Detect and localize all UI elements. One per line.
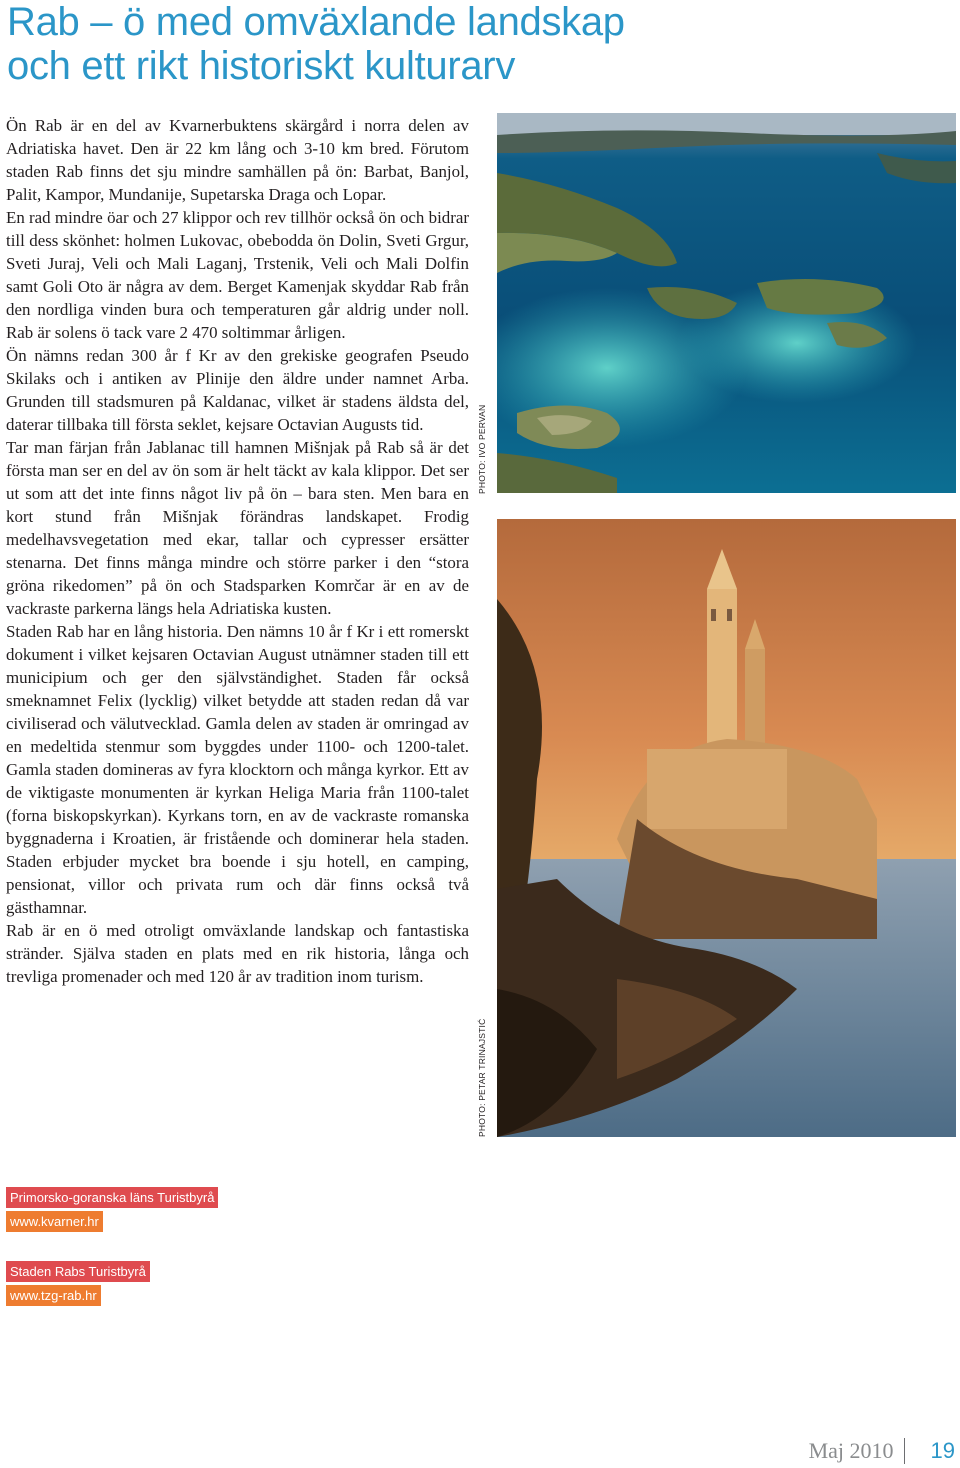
page-number: 19 (930, 1438, 955, 1463)
rab-towers-photo (497, 519, 956, 1137)
page-footer (809, 1434, 955, 1468)
tourist-office-town-link[interactable]: www.tzg-rab.hr (6, 1285, 101, 1306)
paragraph-history: Ön nämns redan 300 år f Kr av den grekiske geografen Pseudo Skilaks och i antiken av Plinije den äldre under namnet Arba. Grunden till stadsmuren på Kaldanac, vilket är stadens äldsta del, daterar tillbaka till första seklet, kejsare Octavian Augusts tid. (6, 346, 469, 434)
tourist-office-county-link[interactable]: www.kvarner.hr (6, 1211, 103, 1232)
paragraph-intro: Ön Rab är en del av Kvarnerbuktens skärgård i norra delen av Adriatiska havet. Den är 22 km lång och 3-10 km bred. Förutom staden Rab finns det sju mindre samhällen på ön: Barbat, Banjol, Palit, Kampor, Mundanije, Supetarska Draga och Lopar. (6, 116, 469, 204)
paragraph-town: Staden Rab har en lång historia. Den nämns 10 år f Kr i ett romerskt dokument i vilket kejsaren Octavian August utnämner staden till ett municipium och ger den självständighet. Staden får också smeknamnet Felix (lycklig) vilket betydde att staden redan då var civiliserad och välutvecklad. Gamla delen av staden är omringad av en medeltida stenmur som byggdes under 1100- och 1200-talet. Gamla staden domineras av fyra klocktorn och många kyrkor. Ett av de viktigaste monumenten är kyrkan Heliga Maria från 1100-talet (forna biskopskyrkan). Kyrkans torn, en av de vackraste romanska byggnaderna i Kroatien, är fristående och dominerar hela staden. Staden erbjuder mycket bra boende i sju hotell, en camping, pensionat, villor och privata rum och där finns också två gästhamnar. (6, 622, 469, 917)
footer-divider (904, 1438, 905, 1464)
paragraph-summary: Rab är en ö med otroligt omväxlande landskap och fantastiska stränder. Själva staden en plats med en rik historia, långa och trevliga promenader och med 120 år av tradition inom turism. (6, 921, 469, 986)
title-line-1: Rab – ö med omväxlande landskap (7, 0, 625, 44)
tourist-office-county-name: Primorsko-goranska läns Turistbyrå (6, 1187, 218, 1208)
aerial-islands-photo (497, 113, 956, 493)
paragraph-islands: En rad mindre öar och 27 klippor och rev tillhör också ön och bidrar till dess skönhet: holmen Lukovac, obebodda ön Dolin, Sveti Grgur, Sveti Juraj, Veli och Mali Laganj, Trstenik, Veli och Mali Dolfin samt Goli Oto är några av dem. Berget Kamenjak skyddar Rab från den nordliga vinden bura och temperaturen går aldrig under noll. Rab är solens ö tack vare 2 470 soltimmar årligen. (6, 208, 469, 342)
article-title (7, 0, 625, 88)
title-line-2: och ett rikt historiskt kulturarv (7, 44, 516, 88)
issue-date: Maj 2010 (808, 1438, 894, 1463)
paragraph-landscape: Tar man färjan från Jablanac till hamnen Mišnjak på Rab så är det första man ser en del av ön som är helt täckt av kala klippor. Det ser ut som att det inte finns något liv på ön – bara sten. Men bara en kort stund från Mišnjak förändras landskapet. Frodig medelhavsvegetation med ekar, tallar och cypresser ersätter stenarna. Det finns många mindre och större parker i den “stora gröna rikedomen” på ön och Stadsparken Komrčar är en av de vackraste parkerna längs hela Adriatiska kusten. (6, 438, 469, 618)
article-body (6, 114, 469, 988)
tourist-office-town-name: Staden Rabs Turistbyrå (6, 1261, 150, 1282)
